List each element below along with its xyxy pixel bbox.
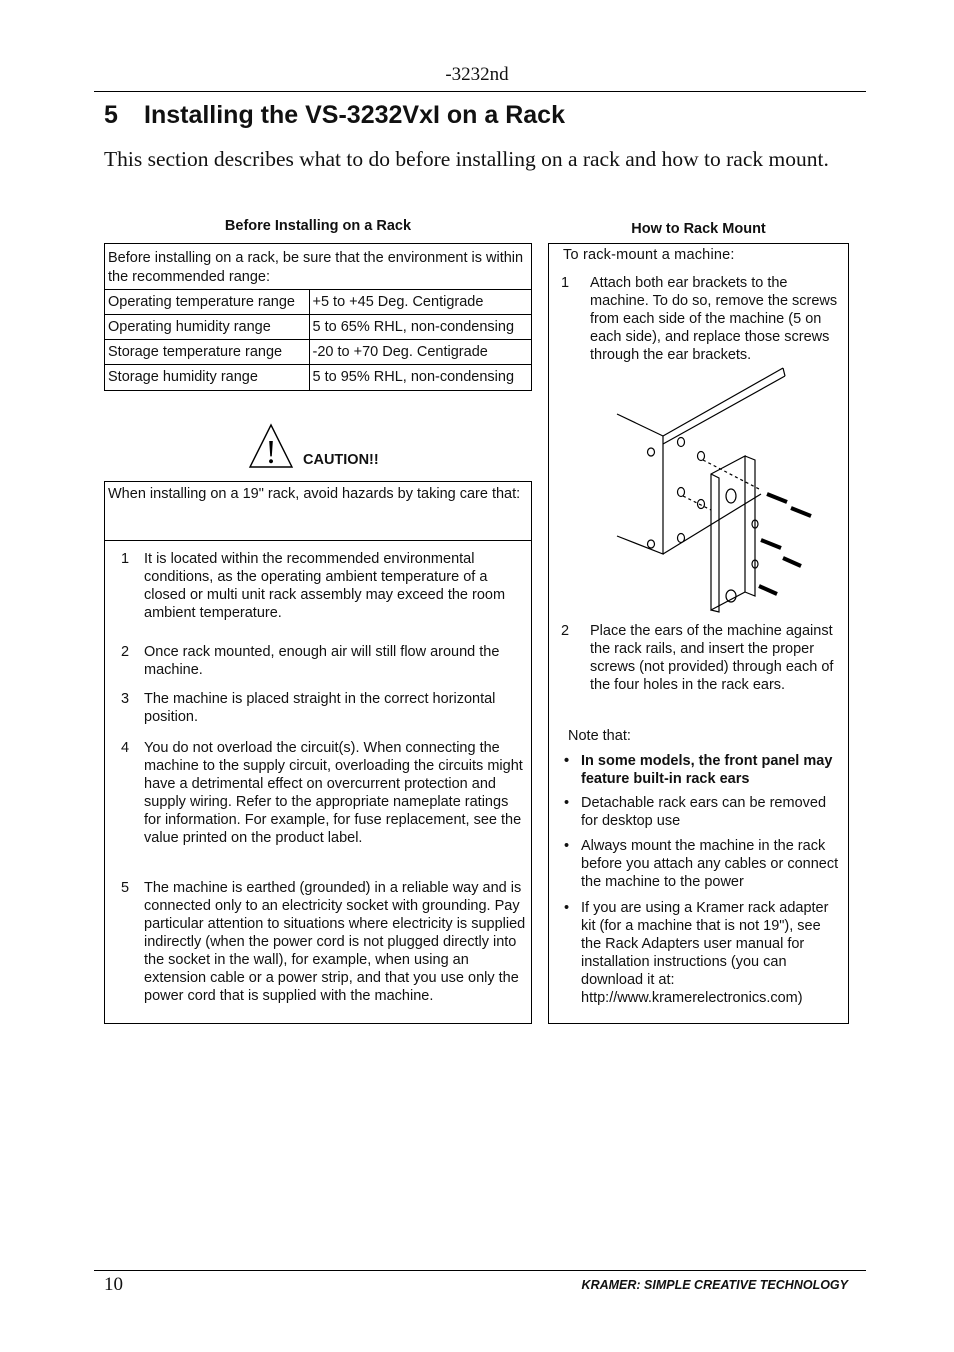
list-item	[564, 752, 843, 788]
table-cell-value: 5 to 95% RHL, non-condensing	[309, 365, 531, 390]
step-number: 2	[561, 623, 570, 639]
section-number: 5	[104, 101, 118, 129]
section-intro: This section describes what to do before installing on a rack and how to rack mount.	[104, 147, 829, 171]
item-text: It is located within the recommended environmental conditions, as the operating ambient temperature of a closed or multi unit rack assembly may exceed the room ambient temperature.	[144, 551, 506, 621]
rack-mount-box	[548, 243, 849, 1024]
table-row	[105, 315, 531, 340]
environment-intro: Before installing on a rack, be sure that the environment is within the recommended range:	[108, 250, 524, 285]
bullet-icon: •	[564, 753, 570, 769]
caution-title: CAUTION!!	[303, 452, 379, 468]
environment-table	[105, 289, 531, 390]
item-number: 3	[121, 691, 130, 707]
table-cell-label: Operating temperature range	[105, 290, 309, 315]
warning-symbol: !	[265, 434, 277, 469]
bullet-icon: •	[564, 838, 570, 854]
item-text: The machine is earthed (grounded) in a reliable way and is connected only to an electricity socket with grounding. Pay particular attention to situations where electricity is supplied indirectly (when the power cord is not plugged directly into the socket in the wall), for example, when using an extension cable or a power strip, and that you use only the power cord that is supplied with the machine.	[144, 880, 526, 1004]
item-number: 4	[121, 740, 130, 756]
list-item	[564, 899, 843, 1007]
rack-ear-illustration	[611, 364, 821, 614]
note-text: Always mount the machine in the rack before you attach any cables or connect the machine to the power	[581, 838, 839, 890]
bullet-icon: •	[564, 900, 570, 916]
caution-box	[104, 481, 532, 1024]
caution-intro: When installing on a 19" rack, avoid hazards by taking care that:	[108, 486, 521, 502]
howto-caption: How to Rack Mount	[631, 221, 766, 237]
step-text: Place the ears of the machine against the rack rails, and insert the proper screws (not provided) through each of the four holes in the rack ears.	[590, 623, 834, 693]
list-item	[564, 794, 843, 830]
table-cell-label: Storage humidity range	[105, 365, 309, 390]
table-cell-value: 5 to 65% RHL, non-condensing	[309, 315, 531, 340]
item-number: 2	[121, 644, 130, 660]
section-title-text: Installing the VS-3232VxI on a Rack	[144, 101, 565, 129]
footer-brand: KRAMER: SIMPLE CREATIVE TECHNOLOGY	[581, 1278, 848, 1292]
environment-table-box	[104, 243, 532, 391]
table-row	[105, 340, 531, 365]
list-item	[564, 837, 843, 891]
before-caption: Before Installing on a Rack	[224, 218, 412, 234]
page-number: 10	[104, 1274, 123, 1295]
header-rule	[94, 91, 866, 92]
table-row	[105, 290, 531, 315]
note-label: Note that:	[568, 728, 631, 744]
note-text: In some models, the front panel may feature built-in rack ears	[581, 753, 833, 787]
table-cell-value: -20 to +70 Deg. Centigrade	[309, 340, 531, 365]
item-number: 5	[121, 880, 130, 896]
caution-divider	[105, 540, 531, 541]
table-cell-label: Storage temperature range	[105, 340, 309, 365]
warning-triangle-icon	[248, 423, 294, 469]
rack-intro: To rack-mount a machine:	[563, 247, 735, 263]
note-text: If you are using a Kramer rack adapter kit (for a machine that is not 19"), see the Rack Adapters user manual for installation instructions (you can download it at: http://www.kramerelectronics.com)	[581, 900, 829, 1006]
footer-rule	[94, 1270, 866, 1271]
table-cell-value: +5 to +45 Deg. Centigrade	[309, 290, 531, 315]
step-text: Attach both ear brackets to the machine. To do so, remove the screws from each side of the machine (5 on each side), and replace those screws through the ear brackets.	[590, 275, 838, 363]
table-row	[105, 365, 531, 390]
section-title	[104, 101, 565, 130]
item-text: Once rack mounted, enough air will still flow around the machine.	[144, 644, 500, 678]
running-header: -3232nd	[445, 64, 509, 85]
item-number: 1	[121, 551, 130, 567]
table-cell-label: Operating humidity range	[105, 315, 309, 340]
item-text: The machine is placed straight in the correct horizontal position.	[144, 691, 496, 725]
bullet-icon: •	[564, 795, 570, 811]
item-text: You do not overload the circuit(s). When connecting the machine to the supply circuit, overloading the circuits might have a detrimental effect on overcurrent protection and supply wiring. Refer to the appropriate nameplate ratings for information. For example, for fuse replacement, see the value printed on the product label.	[144, 740, 523, 846]
note-text: Detachable rack ears can be removed for desktop use	[581, 795, 827, 829]
step-number: 1	[561, 275, 570, 291]
